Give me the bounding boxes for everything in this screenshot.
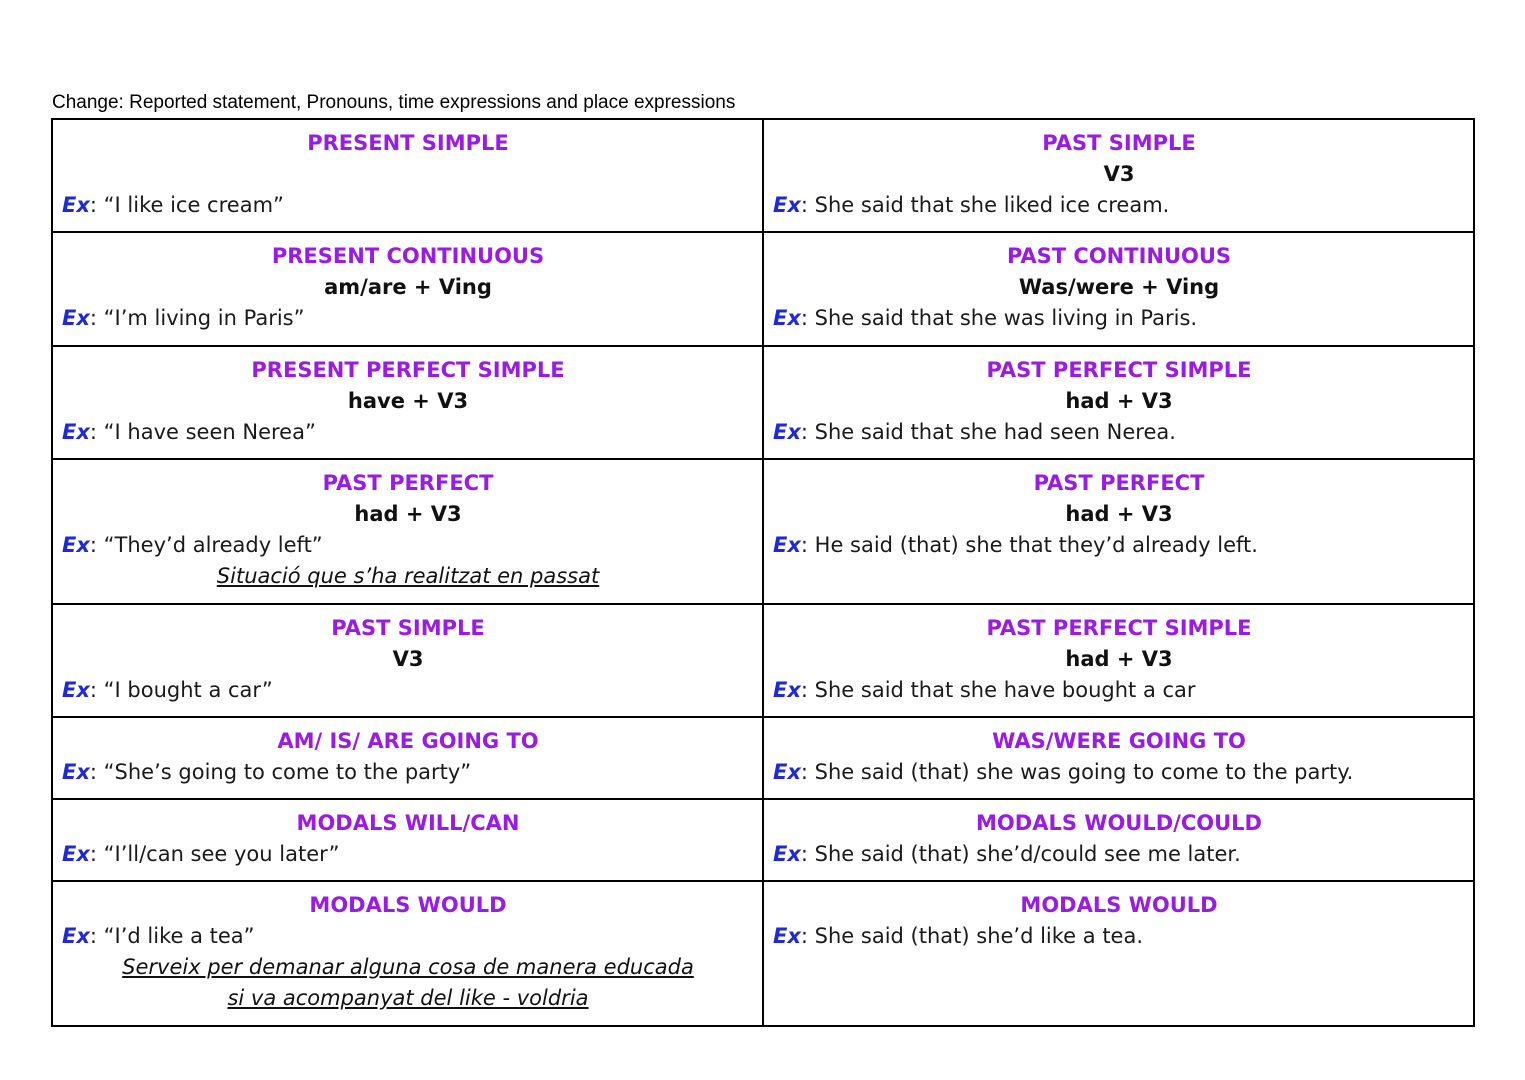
tense-heading: PAST PERFECT — [1033, 471, 1205, 495]
table-row — [52, 604, 1474, 717]
example-line: Ex: “I bought a car” — [62, 678, 273, 702]
example-label: Ex — [773, 760, 801, 784]
usage-note: Serveix per demanar alguna cosa de manera educada — [122, 955, 694, 979]
reported-speech-cell — [763, 119, 1474, 232]
example-text: “I’d like a tea” — [103, 924, 255, 948]
tense-form: V3 — [1103, 162, 1135, 186]
tense-heading: PRESENT CONTINUOUS — [271, 244, 545, 268]
example-label: Ex — [773, 306, 801, 330]
reported-speech-cell — [763, 717, 1474, 799]
direct-speech-cell — [52, 459, 763, 604]
tense-form: had + V3 — [1065, 502, 1173, 526]
reported-speech-cell — [763, 232, 1474, 346]
reported-speech-cell — [763, 881, 1474, 1026]
direct-speech-cell — [52, 232, 763, 346]
tense-heading: MODALS WOULD — [1020, 893, 1218, 917]
example-line: Ex: “I have seen Nerea” — [62, 420, 316, 444]
direct-speech-cell — [52, 604, 763, 717]
reported-speech-table — [51, 118, 1475, 1027]
example-text: He said (that) she that they’d already left. — [814, 533, 1258, 557]
tense-heading: PAST PERFECT SIMPLE — [986, 616, 1252, 640]
tense-heading: PRESENT PERFECT SIMPLE — [251, 358, 565, 382]
direct-speech-cell — [52, 346, 763, 459]
example-label: Ex — [62, 924, 90, 948]
example-label: Ex — [773, 193, 801, 217]
example-line: Ex: She said (that) she’d/could see me later. — [773, 842, 1241, 866]
example-text: “I like ice cream” — [103, 193, 284, 217]
tense-heading: AM/ IS/ ARE GOING TO — [277, 729, 539, 753]
example-label: Ex — [773, 420, 801, 444]
example-label: Ex — [62, 306, 90, 330]
example-label: Ex — [773, 533, 801, 557]
example-line: Ex: “I’ll/can see you later” — [62, 842, 340, 866]
example-text: She said (that) she’d like a tea. — [814, 924, 1144, 948]
example-line: Ex: She said that she was living in Paris. — [773, 306, 1198, 330]
tense-heading: MODALS WILL/CAN — [296, 811, 520, 835]
tense-form: am/are + Ving — [324, 275, 492, 299]
direct-speech-cell — [52, 881, 763, 1026]
example-line: Ex: She said that she liked ice cream. — [773, 193, 1170, 217]
example-line: Ex: “I’m living in Paris” — [62, 306, 305, 330]
example-label: Ex — [62, 193, 90, 217]
example-line: Ex: “They’d already left” — [62, 533, 323, 557]
tense-heading: PAST CONTINUOUS — [1006, 244, 1232, 268]
example-line: Ex: She said that she had seen Nerea. — [773, 420, 1176, 444]
reported-speech-cell — [763, 604, 1474, 717]
tense-form: had + V3 — [1065, 647, 1173, 671]
page-caption: Change: Reported statement, Pronouns, time expressions and place expressions — [52, 92, 736, 113]
example-label: Ex — [62, 420, 90, 444]
example-text: “I have seen Nerea” — [103, 420, 316, 444]
example-line: Ex: He said (that) she that they’d already left. — [773, 533, 1258, 557]
example-text: “I’ll/can see you later” — [103, 842, 340, 866]
example-label: Ex — [62, 760, 90, 784]
example-label: Ex — [773, 678, 801, 702]
table-row — [52, 346, 1474, 459]
direct-speech-cell — [52, 119, 763, 232]
reported-speech-cell — [763, 346, 1474, 459]
example-line: Ex: “I like ice cream” — [62, 193, 284, 217]
tense-form: had + V3 — [1065, 389, 1173, 413]
usage-note: si va acompanyat del like - voldria — [227, 986, 589, 1010]
example-line: Ex: She said (that) she was going to come to the party. — [773, 760, 1354, 784]
table-row — [52, 232, 1474, 346]
table-row — [52, 881, 1474, 1026]
example-label: Ex — [62, 842, 90, 866]
example-text: She said that she liked ice cream. — [814, 193, 1170, 217]
tense-heading: PAST PERFECT — [322, 471, 494, 495]
example-text: “I’m living in Paris” — [103, 306, 305, 330]
example-text: “She’s going to come to the party” — [103, 760, 472, 784]
reported-speech-cell — [763, 459, 1474, 604]
usage-note: Situació que s’ha realitzat en passat — [216, 564, 600, 588]
table-row — [52, 799, 1474, 881]
direct-speech-cell — [52, 799, 763, 881]
example-label: Ex — [773, 842, 801, 866]
tense-form: had + V3 — [354, 502, 462, 526]
example-text: She said (that) she was going to come to the party. — [814, 760, 1354, 784]
tense-form: V3 — [392, 647, 424, 671]
example-text: “They’d already left” — [103, 533, 323, 557]
example-line: Ex: She said that she have bought a car — [773, 678, 1196, 702]
reported-speech-cell — [763, 799, 1474, 881]
example-line: Ex: She said (that) she’d like a tea. — [773, 924, 1144, 948]
tense-heading: PRESENT SIMPLE — [307, 131, 509, 155]
table-row — [52, 459, 1474, 604]
example-text: She said (that) she’d/could see me later. — [814, 842, 1241, 866]
example-line: Ex: “She’s going to come to the party” — [62, 760, 472, 784]
tense-heading: PAST PERFECT SIMPLE — [986, 358, 1252, 382]
tense-form: Was/were + Ving — [1018, 275, 1220, 299]
tense-heading: PAST SIMPLE — [1042, 131, 1196, 155]
tense-heading: MODALS WOULD — [309, 893, 507, 917]
tense-form: have + V3 — [347, 389, 469, 413]
example-text: She said that she have bought a car — [814, 678, 1196, 702]
table-row — [52, 717, 1474, 799]
example-text: “I bought a car” — [103, 678, 273, 702]
example-line: Ex: “I’d like a tea” — [62, 924, 255, 948]
example-text: She said that she had seen Nerea. — [814, 420, 1176, 444]
tense-heading: PAST SIMPLE — [331, 616, 485, 640]
tense-heading: WAS/WERE GOING TO — [992, 729, 1246, 753]
example-text: She said that she was living in Paris. — [814, 306, 1198, 330]
table-row — [52, 119, 1474, 232]
tense-heading: MODALS WOULD/COULD — [976, 811, 1262, 835]
example-label: Ex — [62, 678, 90, 702]
direct-speech-cell — [52, 717, 763, 799]
example-label: Ex — [62, 533, 90, 557]
example-label: Ex — [773, 924, 801, 948]
